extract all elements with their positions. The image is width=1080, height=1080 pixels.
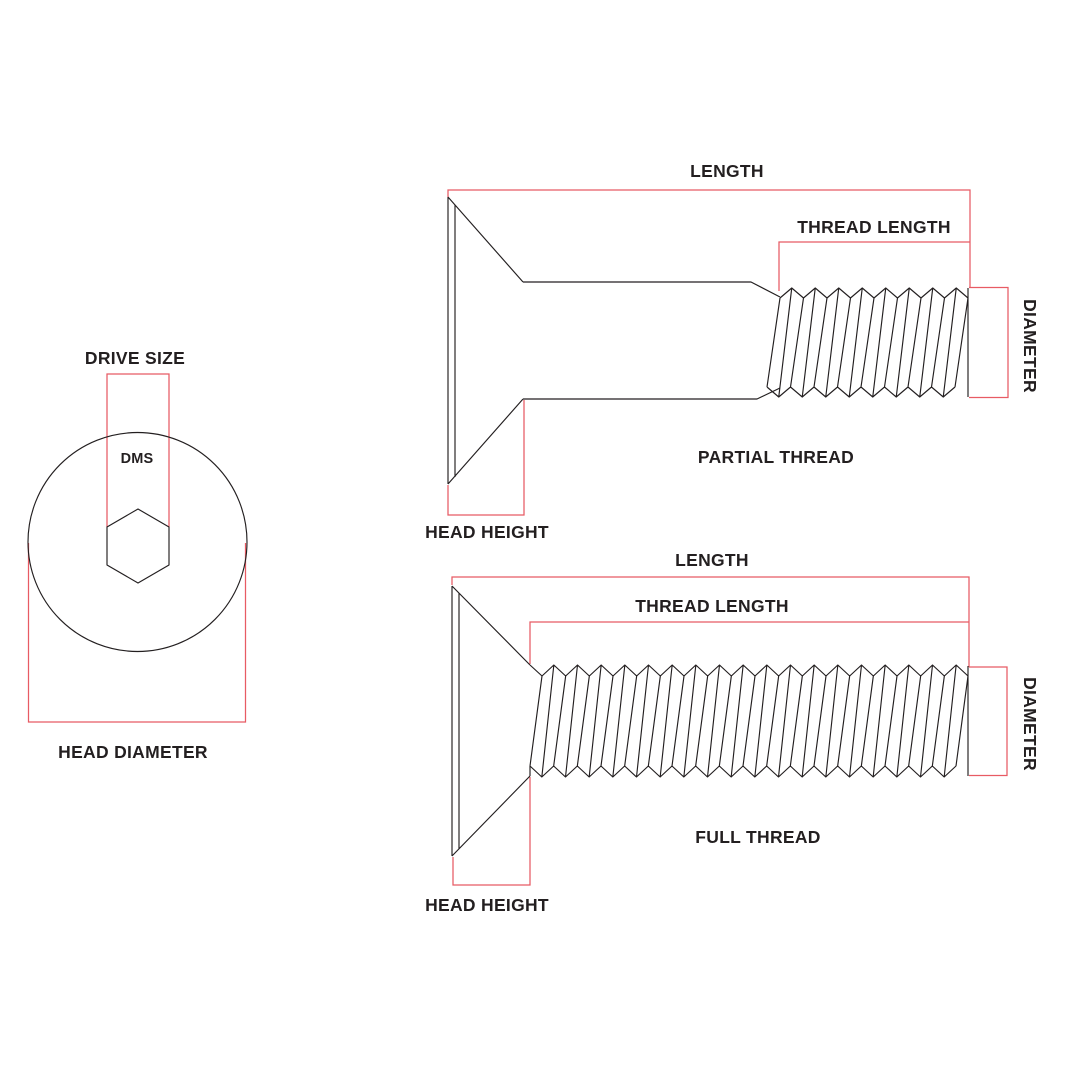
screw-head-partial (448, 197, 523, 484)
diameter-label-partial: DIAMETER (1020, 299, 1040, 393)
length-label-partial: LENGTH (690, 161, 764, 181)
thread-length-label-full: THREAD LENGTH (635, 596, 789, 616)
full-thread-view (425, 550, 1040, 915)
diameter-bracket-partial (969, 288, 1008, 398)
head-height-bracket-partial (448, 400, 524, 515)
screw-head-full (452, 586, 530, 856)
dms-label: DMS (120, 451, 154, 467)
head-diameter-bracket (29, 543, 246, 722)
hex-socket (107, 509, 169, 583)
head-diameter-label: HEAD DIAMETER (58, 742, 208, 762)
length-bracket-partial (448, 190, 970, 287)
full-thread-caption: FULL THREAD (695, 827, 821, 847)
head-height-label-partial: HEAD HEIGHT (425, 522, 549, 542)
diameter-label-full: DIAMETER (1020, 677, 1040, 771)
full-thread-pattern (530, 665, 968, 777)
thread-length-bracket-full (530, 622, 969, 664)
diameter-bracket-full (969, 667, 1007, 776)
partial-thread-caption: PARTIAL THREAD (697, 447, 855, 467)
partial-thread-pattern (767, 288, 968, 397)
thread-length-bracket-partial (779, 242, 970, 291)
screw-shank-partial (523, 282, 780, 399)
thread-length-label-partial: THREAD LENGTH (797, 217, 951, 237)
partial-thread-view (425, 161, 1040, 542)
length-label-full: LENGTH (675, 550, 749, 570)
drive-size-view (28, 348, 247, 762)
drive-size-label: DRIVE SIZE (84, 348, 186, 368)
head-height-bracket-full (453, 777, 530, 885)
head-height-label-full: HEAD HEIGHT (425, 895, 549, 915)
